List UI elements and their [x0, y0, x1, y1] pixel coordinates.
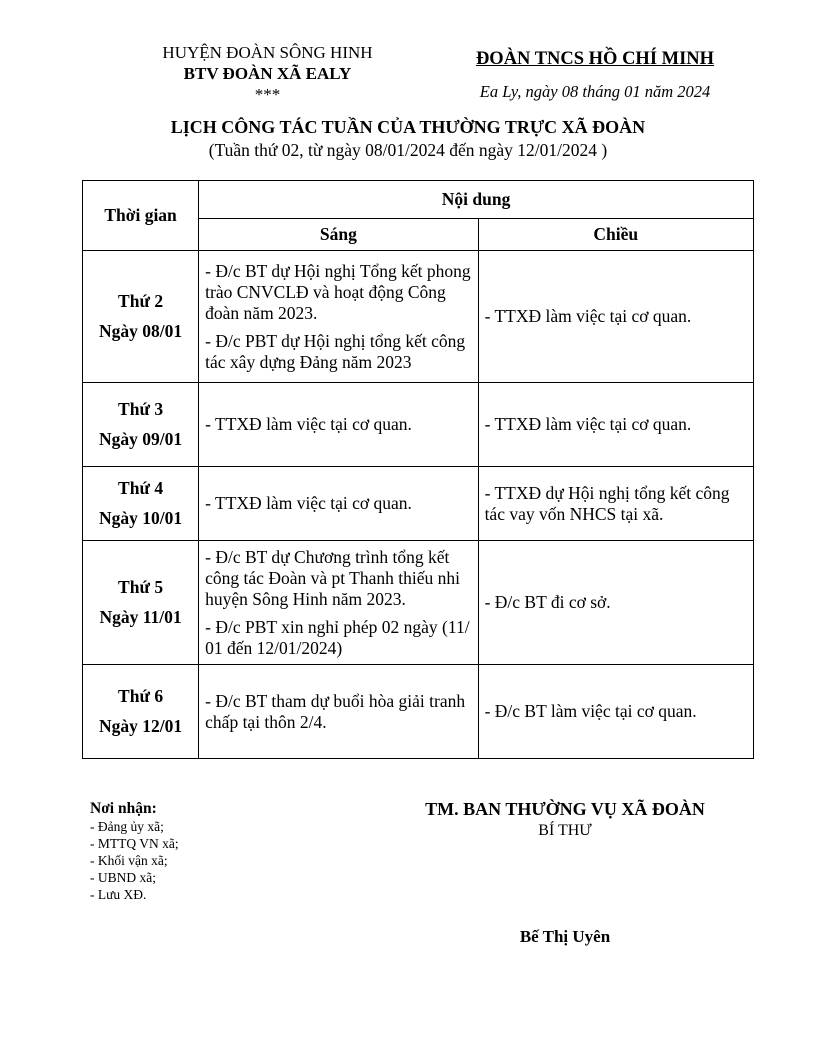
signature-org: TM. BAN THƯỜNG VỤ XÃ ĐOÀN: [425, 799, 705, 819]
task-item: - TTXĐ làm việc tại cơ quan.: [484, 306, 692, 326]
task-item: - Đ/c BT làm việc tại cơ quan.: [484, 701, 697, 721]
day-label: Thứ 2: [118, 291, 164, 311]
day-label: Thứ 6: [118, 686, 164, 706]
day-label: Thứ 3: [118, 399, 164, 419]
day-label: Thứ 5: [118, 577, 164, 597]
document-title: LỊCH CÔNG TÁC TUẦN CỦA THƯỜNG TRỰC XÃ ĐOÀN: [170, 117, 646, 137]
recipients-block: [90, 800, 179, 903]
time-cell: [83, 541, 199, 665]
task-item: - Đ/c PBT dự Hội nghị tổng kết công tác xây dựng Đảng năm 2023: [205, 330, 466, 372]
recipient-item: - Lưu XĐ.: [90, 887, 147, 902]
issuer-parent: HUYỆN ĐOÀN SÔNG HINH: [162, 43, 373, 62]
issuer-stars: ***: [254, 85, 281, 104]
time-cell: [83, 467, 199, 541]
date-label: Ngày 12/01: [99, 716, 183, 736]
date-label: Ngày 09/01: [99, 429, 183, 449]
header-content: Nội dung: [199, 181, 754, 219]
signer-name: Bế Thị Uyên: [519, 927, 611, 946]
afternoon-cell: [478, 541, 753, 665]
task-item: - Đ/c PBT xin nghỉ phép 02 ngày (11/ 01 đến 12/01/2024): [205, 616, 470, 658]
document-subtitle: (Tuần thứ 02, từ ngày 08/01/2024 đến ngày 12/01/2024 ): [208, 140, 608, 160]
morning-cell: [199, 665, 478, 759]
issuer-name: BTV ĐOÀN XÃ EALY: [183, 64, 352, 83]
signature-block: [405, 799, 725, 840]
morning-cell: [199, 383, 478, 467]
header-time: Thời gian: [83, 181, 199, 251]
morning-cell: [199, 467, 478, 541]
header-afternoon: Chiều: [478, 219, 753, 251]
recipient-item: - UBND xã;: [90, 870, 156, 885]
task-item: - Đ/c BT tham dự buổi hòa giải tranh chấp tại thôn 2/4.: [205, 690, 466, 732]
recipient-item: - MTTQ VN xã;: [90, 836, 179, 851]
header-morning: Sáng: [199, 219, 478, 251]
day-label: Thứ 4: [118, 478, 164, 498]
time-cell: [83, 665, 199, 759]
date-label: Ngày 08/01: [99, 321, 183, 341]
morning-cell: [199, 251, 478, 383]
task-item: - Đ/c BT đi cơ sở.: [484, 592, 611, 612]
schedule-table: [82, 180, 754, 759]
task-item: - TTXĐ làm việc tại cơ quan.: [205, 493, 412, 513]
recipients-label: Nơi nhận:: [90, 800, 157, 817]
table-row: [83, 383, 754, 467]
afternoon-cell: [478, 665, 753, 759]
date-label: Ngày 10/01: [99, 508, 183, 528]
table-row: [83, 665, 754, 759]
afternoon-cell: [478, 383, 753, 467]
task-item: - TTXĐ làm việc tại cơ quan.: [484, 414, 692, 434]
time-cell: [83, 251, 199, 383]
task-item: - TTXĐ dự Hội nghị tổng kết công tác vay vốn NHCS tại xã.: [484, 482, 730, 524]
recipient-item: - Khối vận xã;: [90, 853, 168, 868]
task-item: - Đ/c BT dự Hội nghị Tổng kết phong trào CNVCLĐ và hoạt động Công đoàn năm 2023.: [205, 260, 471, 323]
organization-title: ĐOÀN TNCS HỒ CHÍ MINH: [475, 49, 715, 69]
morning-cell: [199, 541, 478, 665]
table-row: [83, 467, 754, 541]
signature-position: BÍ THƯ: [538, 822, 592, 839]
time-cell: [83, 383, 199, 467]
task-item: - TTXĐ làm việc tại cơ quan.: [205, 414, 412, 434]
task-item: - Đ/c BT dự Chương trình tổng kết công tác Đoàn và pt Thanh thiếu nhi huyện Sông Hinh năm 2023.: [205, 546, 460, 609]
date-label: Ngày 11/01: [99, 607, 182, 627]
document-date: Ea Ly, ngày 08 tháng 01 năm 2024: [479, 82, 711, 101]
afternoon-cell: [478, 251, 753, 383]
issuer-block: [120, 42, 415, 105]
table-row: [83, 251, 754, 383]
afternoon-cell: [478, 467, 753, 541]
table-row: [83, 541, 754, 665]
recipient-item: - Đảng ủy xã;: [90, 819, 164, 834]
